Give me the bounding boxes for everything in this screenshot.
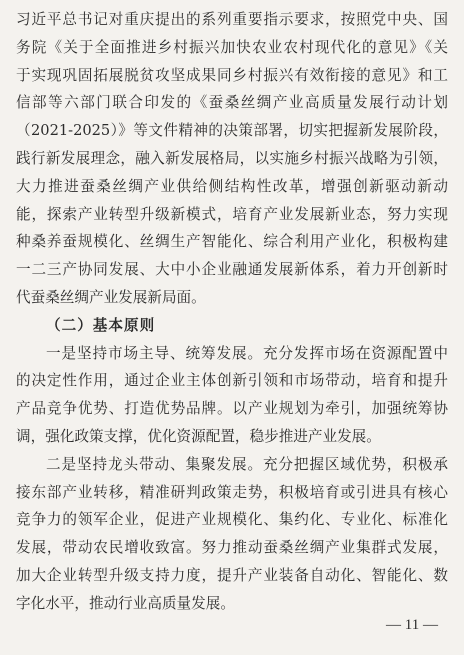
paragraph-line: 习近平总书记对重庆提出的系列重要指示要求，按照党中央、国	[16, 11, 448, 28]
principle-line: 的决定性作用，通过企业主体创新引领和市场带动，培育和提升	[16, 372, 448, 390]
paragraph-line: 践行新发展理念，融入新发展格局，以实施乡村振兴战略为引领，	[16, 149, 448, 167]
principle-line: 接东部产业转移，精准研判政策走势，积极培育或引进具有核心	[16, 483, 448, 501]
principle-line: 竞争力的领军企业，促进产业规模化、集约化、专业化、标准化	[16, 511, 448, 529]
document-page	[16, 6, 448, 618]
principle-line: 发展，带动农民增收致富。努力推动蚕桑丝绸产业集群式发展，	[16, 539, 448, 557]
paragraph-line: 代蚕桑丝绸产业发展新局面。	[16, 288, 206, 306]
paragraph-line: 大力推进蚕桑丝绸产业供给侧结构性改革，增强创新驱动新动	[16, 177, 448, 195]
paragraph-line: （2021-2025）》等文件精神的决策部署，切实把握新发展阶段，	[16, 122, 448, 140]
principle-line: 产品竞争优势、打造优势品牌。以产业规划为牵引，加强统筹协	[16, 400, 448, 418]
paragraph-line: 信部等六部门联合印发的《蚕桑丝绸产业高质量发展行动计划	[16, 94, 448, 112]
principle-line: 字化水平，推动行业高质量发展。	[16, 594, 235, 612]
principle-line: 一是坚持市场主导、统筹发展。充分发挥市场在资源配置中	[46, 344, 448, 362]
paragraph-line: 能，探索产业转型升级新模式，培育产业发展新业态，努力实现	[16, 205, 448, 223]
paragraph-line: 于实现巩固拓展脱贫攻坚成果同乡村振兴有效衔接的意见》和工	[16, 66, 448, 84]
page-number: — 11 —	[386, 617, 438, 633]
section-heading: （二）基本原则	[46, 316, 156, 334]
principle-line: 加大企业转型升级支持力度，提升产业装备自动化、智能化、数	[16, 566, 448, 584]
principle-line: 调，强化政策支撑，优化资源配置，稳步推进产业发展。	[16, 427, 381, 445]
principle-line: 二是坚持龙头带动、集聚发展。充分把握区域优势，积极承	[46, 455, 448, 473]
paragraph-line: 种桑养蚕规模化、丝绸生产智能化、综合利用产业化，积极构建	[16, 233, 448, 251]
paragraph-line: 务院《关于全面推进乡村振兴加快农业农村现代化的意见》《关	[16, 38, 448, 56]
paragraph-line: 一二三产协同发展、大中小企业融通发展新体系，着力开创新时	[16, 261, 448, 279]
